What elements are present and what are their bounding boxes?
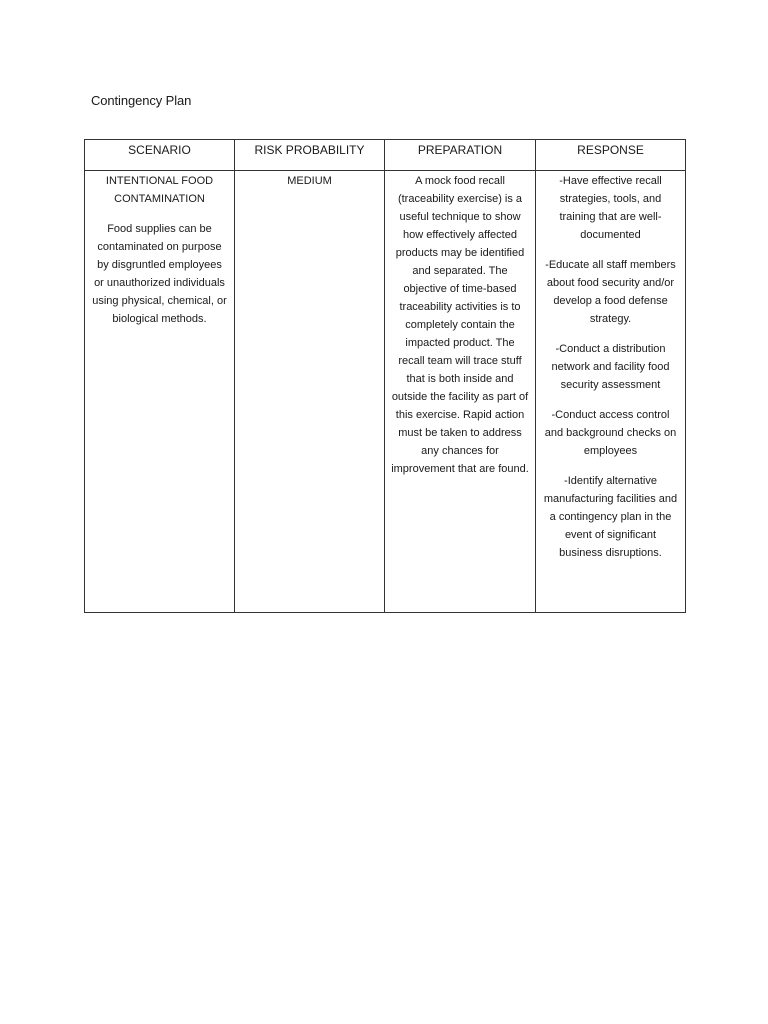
response-item: -Conduct a distribution network and facility food security assessment: [551, 343, 670, 391]
header-response: RESPONSE: [536, 140, 686, 171]
scenario-title: INTENTIONAL FOOD CONTAMINATION: [105, 175, 214, 205]
contingency-table: [84, 139, 686, 613]
response-item: -Conduct access control and background checks on employees: [544, 409, 677, 457]
header-preparation: PREPARATION: [385, 140, 536, 171]
response-item: -Educate all staff members about food security and/or develop a food defense strategy.: [545, 259, 676, 325]
header-scenario: SCENARIO: [85, 140, 235, 171]
response-item: -Identify alternative manufacturing facilities and a contingency plan in the event of significant business disruptions.: [543, 475, 678, 559]
page-title: Contingency Plan: [91, 93, 192, 108]
header-risk-probability: RISK PROBABILITY: [235, 140, 385, 171]
response-item: -Have effective recall strategies, tools, and training that are well-documented: [559, 175, 662, 241]
risk-probability-value: MEDIUM: [287, 175, 332, 187]
table-header-row: [85, 140, 686, 171]
preparation-cell: [385, 171, 536, 613]
scenario-cell: [85, 171, 235, 613]
risk-probability-cell: [235, 171, 385, 613]
table-row: [85, 171, 686, 613]
preparation-text: A mock food recall (traceability exercise) is a useful technique to show how effectively affected products may be identified and separated. The objective of time-based traceability activities is to completely contain the impacted product. The recall team will trace stuff that is both inside and outside the facility as part of this exercise. Rapid action must be taken to address any chances for improvement that are found.: [391, 175, 529, 475]
response-cell: [536, 171, 686, 613]
scenario-description: Food supplies can be contaminated on purpose by disgruntled employees or unauthorized individuals using physical, chemical, or biological methods.: [92, 223, 227, 325]
